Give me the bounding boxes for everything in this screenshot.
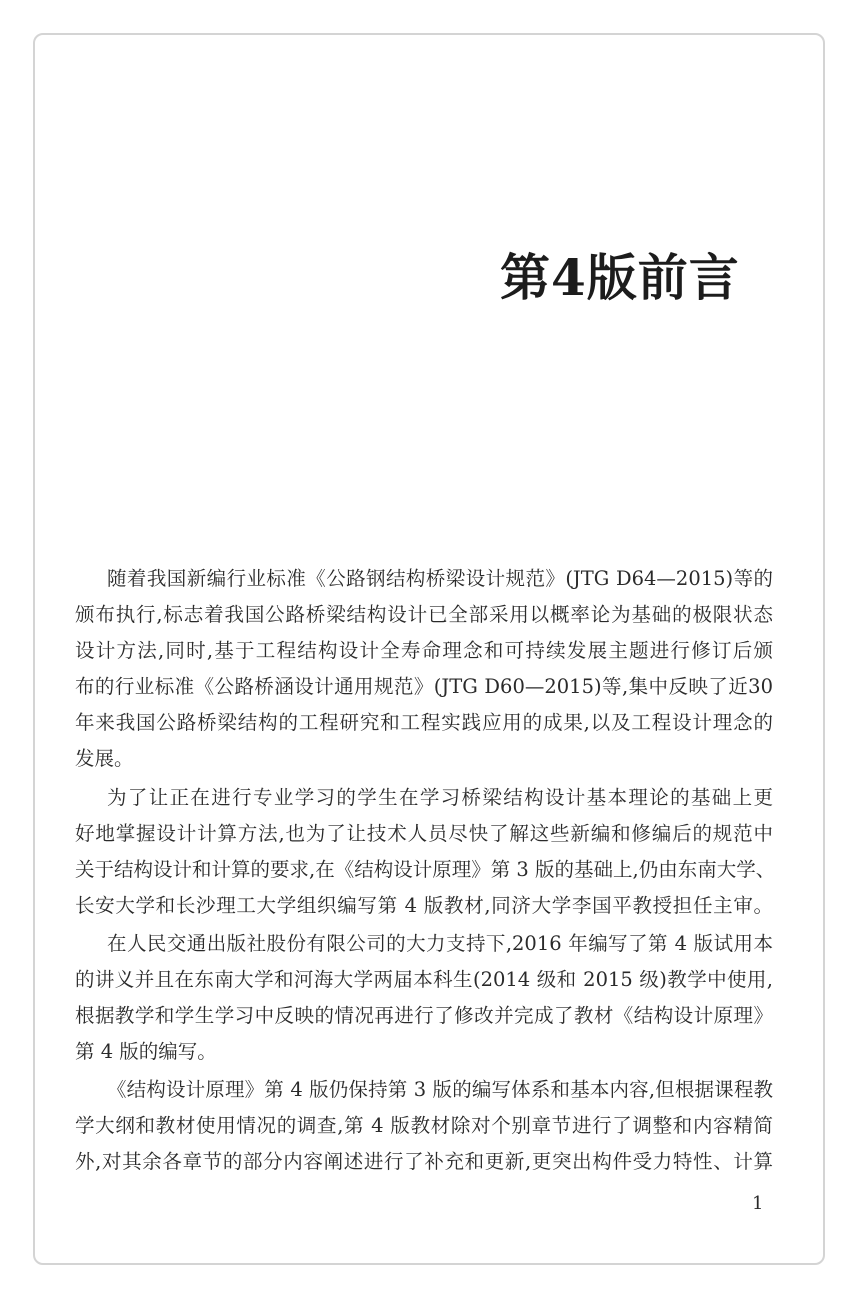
paragraph-1-line-3: 设计方法,同时,基于工程结构设计全寿命理念和可持续发展主题进行修订后颁 — [75, 639, 773, 662]
paragraph-2-line-3: 关于结构设计和计算的要求,在《结构设计原理》第 3 版的基础上,仍由东南大学、 — [75, 858, 776, 881]
paragraph-2-line-1: 为了让正在进行专业学习的学生在学习桥梁结构设计基本理论的基础上更 — [107, 786, 773, 809]
paragraph-1-line-5: 年来我国公路桥梁结构的工程研究和工程实践应用的成果,以及工程设计理念的 — [75, 711, 773, 734]
paragraph-1-line-6: 发展。 — [75, 747, 134, 770]
paragraph-4-line-2: 学大纲和教材使用情况的调查,第 4 版教材除对个别章节进行了调整和内容精简 — [75, 1114, 773, 1137]
paragraph-1-line-1: 随着我国新编行业标准《公路钢结构桥梁设计规范》(JTG D64—2015)等的 — [107, 567, 773, 590]
paragraph-3-line-1: 在人民交通出版社股份有限公司的大力支持下,2016 年编写了第 4 版试用本 — [107, 932, 773, 955]
paragraph-3-line-4: 第 4 版的编写。 — [75, 1040, 217, 1063]
paragraph-3-line-2: 的讲义并且在东南大学和河海大学两届本科生(2014 级和 2015 级)教学中使用, — [75, 968, 773, 991]
paragraph-4-line-3: 外,对其余各章节的部分内容阐述进行了补充和更新,更突出构件受力特性、计算 — [75, 1150, 773, 1173]
paragraph-1-line-2: 颁布执行,标志着我国公路桥梁结构设计已全部采用以概率论为基础的极限状态 — [75, 603, 773, 626]
paragraph-2-line-4: 长安大学和长沙理工大学组织编写第 4 版教材,同济大学李国平教授担任主审。 — [75, 894, 773, 917]
paragraph-2-line-2: 好地掌握设计计算方法,也为了让技术人员尽快了解这些新编和修编后的规范中 — [75, 822, 773, 845]
page-number: 1 — [752, 1193, 764, 1214]
paragraph-4-line-1: 《结构设计原理》第 4 版仍保持第 3 版的编写体系和基本内容,但根据课程教 — [107, 1078, 773, 1101]
paragraph-1-line-4: 布的行业标准《公路桥涵设计通用规范》(JTG D60—2015)等,集中反映了近30 — [75, 675, 773, 698]
page-title: 第4版前言 — [500, 248, 740, 307]
paragraph-3-line-3: 根据教学和学生学习中反映的情况再进行了修改并完成了教材《结构设计原理》 — [75, 1004, 773, 1027]
